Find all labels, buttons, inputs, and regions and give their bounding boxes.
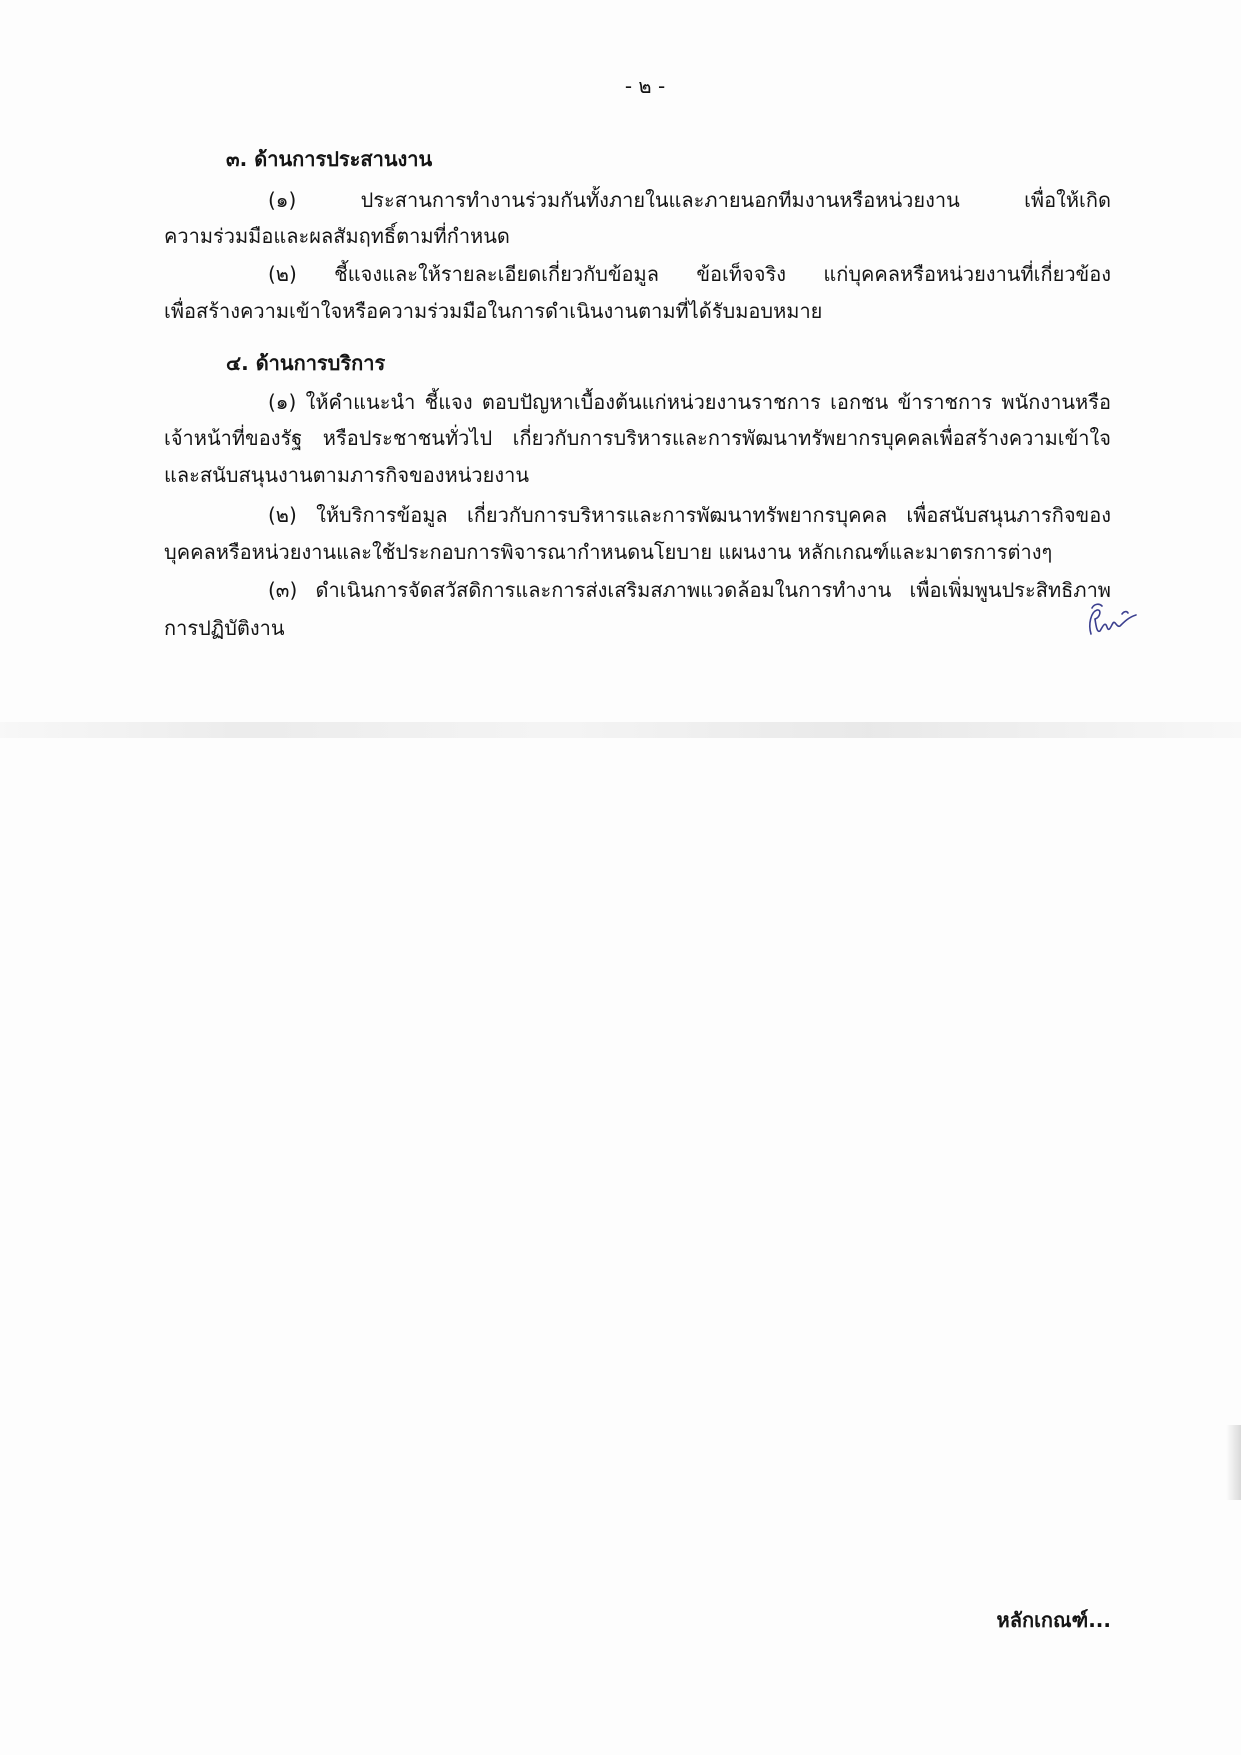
page-number: - ๒ -	[624, 74, 666, 98]
signature-image	[1082, 602, 1142, 638]
continuation-catchword: หลักเกณฑ์...	[996, 1608, 1111, 1632]
section-heading: ๔. ด้านการบริการ	[226, 351, 386, 375]
paragraph-line: (๓) ดำเนินการจัดสวัสดิการและการส่งเสริมสภาพแวดล้อมในการทำงาน เพื่อเพิ่มพูนประสิทธิภาพ	[268, 578, 1111, 602]
paragraph-line: (๑) ให้คำแนะนำ ชี้แจง ตอบปัญหาเบื้องต้นแก่หน่วยงานราชการ เอกชน ข้าราชการ พนักงานหรือ	[268, 390, 1111, 414]
paragraph-line: เจ้าหน้าที่ของรัฐ หรือประชาชนทั่วไป เกี่ยวกับการบริหารและการพัฒนาทรัพยากรบุคคลเพื่อสร้างความเข้าใจ	[164, 426, 1111, 450]
scan-artifact-band	[0, 722, 1241, 738]
section-heading: ๓. ด้านการประสานงาน	[226, 147, 433, 171]
paragraph-line: เพื่อสร้างความเข้าใจหรือความร่วมมือในการดำเนินงานตามที่ได้รับมอบหมาย	[164, 299, 823, 323]
scan-artifact-edge	[1226, 1425, 1241, 1500]
paragraph-line: การปฏิบัติงาน	[164, 616, 285, 640]
paragraph-line: (๑) ประสานการทำงานร่วมกันทั้งภายในและภายนอกทีมงานหรือหน่วยงาน เพื่อให้เกิด	[268, 188, 1111, 212]
paragraph-line: และสนับสนุนงานตามภารกิจของหน่วยงาน	[164, 463, 529, 487]
paragraph-line: (๒) ชี้แจงและให้รายละเอียดเกี่ยวกับข้อมูล ข้อเท็จจริง แก่บุคคลหรือหน่วยงานที่เกี่ยวข้อง	[268, 262, 1111, 286]
paragraph-line: (๒) ให้บริการข้อมูล เกี่ยวกับการบริหารและการพัฒนาทรัพยากรบุคคล เพื่อสนับสนุนภารกิจของ	[268, 503, 1111, 527]
paragraph-line: ความร่วมมือและผลสัมฤทธิ์ตามที่กำหนด	[164, 224, 510, 248]
paragraph-line: บุคคลหรือหน่วยงานและใช้ประกอบการพิจารณากำหนดนโยบาย แผนงาน หลักเกณฑ์และมาตรการต่างๆ	[164, 540, 1053, 564]
